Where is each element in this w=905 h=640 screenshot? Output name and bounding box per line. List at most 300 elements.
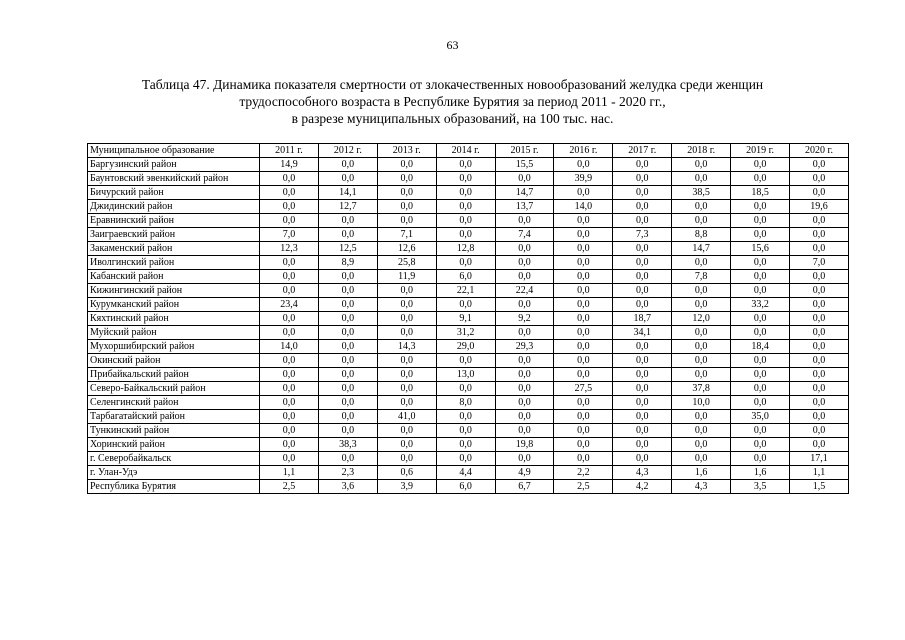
row-label: Кижингинский район [88, 284, 260, 298]
value-cell: 0,0 [613, 186, 672, 200]
value-cell: 0,0 [554, 340, 613, 354]
value-cell: 0,0 [495, 424, 554, 438]
value-cell: 0,0 [554, 186, 613, 200]
value-cell: 1,6 [731, 466, 790, 480]
value-cell: 0,0 [377, 172, 436, 186]
value-cell: 0,0 [554, 158, 613, 172]
value-cell: 7,1 [377, 228, 436, 242]
value-cell: 7,0 [790, 256, 849, 270]
value-cell: 0,0 [613, 452, 672, 466]
value-cell: 2,3 [318, 466, 377, 480]
value-cell: 6,7 [495, 480, 554, 494]
table-row [88, 256, 849, 270]
value-cell: 14,0 [260, 340, 319, 354]
value-cell: 1,1 [790, 466, 849, 480]
value-cell: 0,0 [672, 438, 731, 452]
value-cell: 13,0 [436, 368, 495, 382]
table-row [88, 172, 849, 186]
value-cell: 9,2 [495, 312, 554, 326]
value-cell: 0,0 [318, 228, 377, 242]
value-cell: 14,7 [672, 242, 731, 256]
value-cell: 0,0 [260, 354, 319, 368]
value-cell: 4,3 [672, 480, 731, 494]
value-cell: 0,0 [554, 424, 613, 438]
value-cell: 0,0 [377, 186, 436, 200]
value-cell: 0,0 [260, 270, 319, 284]
value-cell: 0,0 [790, 354, 849, 368]
value-cell: 22,1 [436, 284, 495, 298]
value-cell: 0,0 [554, 214, 613, 228]
row-label: Тарбагатайский район [88, 410, 260, 424]
value-cell: 0,0 [790, 270, 849, 284]
value-cell: 0,0 [554, 354, 613, 368]
header-cell-year: 2017 г. [613, 144, 672, 158]
value-cell: 0,0 [495, 368, 554, 382]
table-row [88, 466, 849, 480]
table-row [88, 200, 849, 214]
page-number: 63 [446, 38, 459, 52]
value-cell: 0,0 [318, 214, 377, 228]
value-cell: 0,0 [377, 158, 436, 172]
value-cell: 38,3 [318, 438, 377, 452]
row-label: Окинский район [88, 354, 260, 368]
header-cell-year: 2012 г. [318, 144, 377, 158]
row-label: Тункинский район [88, 424, 260, 438]
value-cell: 0,0 [318, 396, 377, 410]
value-cell: 0,0 [613, 368, 672, 382]
value-cell: 6,0 [436, 270, 495, 284]
value-cell: 0,0 [731, 158, 790, 172]
table-row [88, 424, 849, 438]
value-cell: 0,0 [318, 382, 377, 396]
value-cell: 0,0 [731, 312, 790, 326]
table-row [88, 242, 849, 256]
value-cell: 0,0 [495, 256, 554, 270]
value-cell: 0,0 [436, 438, 495, 452]
value-cell: 31,2 [436, 326, 495, 340]
value-cell: 1,5 [790, 480, 849, 494]
table-row [88, 298, 849, 312]
value-cell: 0,0 [613, 354, 672, 368]
value-cell: 0,0 [790, 298, 849, 312]
table-row [88, 396, 849, 410]
table-row [88, 228, 849, 242]
value-cell: 19,6 [790, 200, 849, 214]
value-cell: 0,0 [436, 186, 495, 200]
value-cell: 17,1 [790, 452, 849, 466]
value-cell: 0,0 [554, 396, 613, 410]
value-cell: 0,0 [377, 438, 436, 452]
value-cell: 0,0 [790, 340, 849, 354]
table-caption [60, 76, 845, 127]
value-cell: 0,0 [554, 256, 613, 270]
value-cell: 0,0 [554, 228, 613, 242]
value-cell: 0,0 [436, 354, 495, 368]
value-cell: 0,0 [436, 256, 495, 270]
table-row [88, 326, 849, 340]
row-label: Закаменский район [88, 242, 260, 256]
value-cell: 0,0 [790, 228, 849, 242]
value-cell: 0,0 [554, 242, 613, 256]
value-cell: 2,5 [554, 480, 613, 494]
header-cell-year: 2019 г. [731, 144, 790, 158]
value-cell: 29,0 [436, 340, 495, 354]
table-row [88, 312, 849, 326]
value-cell: 0,0 [613, 382, 672, 396]
row-label: Иволгинский район [88, 256, 260, 270]
row-label: Джидинский район [88, 200, 260, 214]
table-body [88, 158, 849, 494]
value-cell: 2,5 [260, 480, 319, 494]
value-cell: 0,0 [377, 298, 436, 312]
value-cell: 0,0 [318, 158, 377, 172]
table-row [88, 354, 849, 368]
value-cell: 0,0 [260, 200, 319, 214]
value-cell: 33,2 [731, 298, 790, 312]
value-cell: 29,3 [495, 340, 554, 354]
value-cell: 0,6 [377, 466, 436, 480]
value-cell: 0,0 [260, 326, 319, 340]
row-label: Еравнинский район [88, 214, 260, 228]
mortality-table [87, 143, 849, 494]
value-cell: 0,0 [672, 284, 731, 298]
value-cell: 0,0 [613, 340, 672, 354]
value-cell: 14,7 [495, 186, 554, 200]
row-label: Селенгинский район [88, 396, 260, 410]
value-cell: 0,0 [318, 326, 377, 340]
value-cell: 37,8 [672, 382, 731, 396]
header-cell-year: 2020 г. [790, 144, 849, 158]
value-cell: 13,7 [495, 200, 554, 214]
table-row [88, 368, 849, 382]
value-cell: 0,0 [731, 354, 790, 368]
value-cell: 0,0 [436, 382, 495, 396]
value-cell: 0,0 [672, 158, 731, 172]
value-cell: 18,4 [731, 340, 790, 354]
value-cell: 4,3 [613, 466, 672, 480]
value-cell: 0,0 [790, 172, 849, 186]
value-cell: 0,0 [790, 438, 849, 452]
value-cell: 0,0 [613, 424, 672, 438]
value-cell: 0,0 [495, 410, 554, 424]
value-cell: 0,0 [613, 298, 672, 312]
value-cell: 14,9 [260, 158, 319, 172]
table-row [88, 438, 849, 452]
value-cell: 0,0 [436, 200, 495, 214]
value-cell: 0,0 [495, 396, 554, 410]
value-cell: 3,6 [318, 480, 377, 494]
value-cell: 0,0 [672, 214, 731, 228]
value-cell: 0,0 [377, 354, 436, 368]
value-cell: 0,0 [436, 298, 495, 312]
value-cell: 0,0 [731, 424, 790, 438]
value-cell: 8,9 [318, 256, 377, 270]
header-cell-year: 2018 г. [672, 144, 731, 158]
value-cell: 0,0 [377, 396, 436, 410]
value-cell: 0,0 [318, 270, 377, 284]
value-cell: 0,0 [672, 452, 731, 466]
value-cell: 0,0 [260, 256, 319, 270]
row-label: Прибайкальский район [88, 368, 260, 382]
value-cell: 0,0 [790, 424, 849, 438]
value-cell: 0,0 [554, 298, 613, 312]
value-cell: 0,0 [495, 270, 554, 284]
value-cell: 0,0 [436, 214, 495, 228]
row-label: Кяхтинский район [88, 312, 260, 326]
value-cell: 0,0 [377, 214, 436, 228]
value-cell: 0,0 [377, 200, 436, 214]
value-cell: 4,9 [495, 466, 554, 480]
table-header [88, 144, 849, 158]
value-cell: 1,1 [260, 466, 319, 480]
value-cell: 2,2 [554, 466, 613, 480]
table-row [88, 284, 849, 298]
value-cell: 0,0 [790, 158, 849, 172]
value-cell: 0,0 [436, 172, 495, 186]
value-cell: 3,9 [377, 480, 436, 494]
value-cell: 0,0 [554, 410, 613, 424]
value-cell: 0,0 [260, 284, 319, 298]
value-cell: 12,6 [377, 242, 436, 256]
table-row [88, 452, 849, 466]
value-cell: 12,7 [318, 200, 377, 214]
value-cell: 0,0 [318, 312, 377, 326]
value-cell: 0,0 [554, 312, 613, 326]
value-cell: 0,0 [613, 214, 672, 228]
value-cell: 0,0 [260, 186, 319, 200]
table-row [88, 382, 849, 396]
value-cell: 0,0 [318, 410, 377, 424]
value-cell: 22,4 [495, 284, 554, 298]
value-cell: 4,4 [436, 466, 495, 480]
value-cell: 0,0 [260, 424, 319, 438]
value-cell: 0,0 [731, 256, 790, 270]
row-label: Курумканский район [88, 298, 260, 312]
value-cell: 0,0 [554, 270, 613, 284]
value-cell: 0,0 [790, 396, 849, 410]
value-cell: 0,0 [554, 368, 613, 382]
value-cell: 0,0 [790, 186, 849, 200]
value-cell: 8,8 [672, 228, 731, 242]
value-cell: 0,0 [731, 172, 790, 186]
value-cell: 7,4 [495, 228, 554, 242]
value-cell: 0,0 [613, 256, 672, 270]
value-cell: 0,0 [790, 312, 849, 326]
value-cell: 0,0 [495, 172, 554, 186]
value-cell: 0,0 [613, 396, 672, 410]
row-label: Кабанский район [88, 270, 260, 284]
value-cell: 23,4 [260, 298, 319, 312]
value-cell: 0,0 [672, 172, 731, 186]
value-cell: 18,7 [613, 312, 672, 326]
value-cell: 0,0 [790, 242, 849, 256]
value-cell: 0,0 [318, 298, 377, 312]
value-cell: 0,0 [790, 368, 849, 382]
value-cell: 0,0 [613, 158, 672, 172]
value-cell: 0,0 [731, 382, 790, 396]
header-cell-year: 2014 г. [436, 144, 495, 158]
value-cell: 41,0 [377, 410, 436, 424]
row-label: Муйский район [88, 326, 260, 340]
value-cell: 0,0 [613, 172, 672, 186]
value-cell: 0,0 [495, 326, 554, 340]
header-cell-municipality: Муниципальное образование [88, 144, 260, 158]
row-label: Бичурский район [88, 186, 260, 200]
value-cell: 3,5 [731, 480, 790, 494]
value-cell: 0,0 [318, 452, 377, 466]
value-cell: 0,0 [495, 298, 554, 312]
value-cell: 0,0 [790, 214, 849, 228]
value-cell: 0,0 [318, 368, 377, 382]
value-cell: 19,8 [495, 438, 554, 452]
value-cell: 15,5 [495, 158, 554, 172]
row-label: г. Северобайкальск [88, 452, 260, 466]
value-cell: 0,0 [436, 410, 495, 424]
value-cell: 0,0 [554, 438, 613, 452]
value-cell: 0,0 [495, 242, 554, 256]
value-cell: 0,0 [377, 424, 436, 438]
value-cell: 11,9 [377, 270, 436, 284]
table-row [88, 158, 849, 172]
value-cell: 0,0 [260, 382, 319, 396]
row-label: Заиграевский район [88, 228, 260, 242]
value-cell: 12,3 [260, 242, 319, 256]
value-cell: 0,0 [790, 382, 849, 396]
value-cell: 0,0 [318, 284, 377, 298]
value-cell: 0,0 [672, 410, 731, 424]
value-cell: 0,0 [613, 284, 672, 298]
value-cell: 0,0 [613, 200, 672, 214]
value-cell: 0,0 [731, 452, 790, 466]
row-label: г. Улан-Удэ [88, 466, 260, 480]
value-cell: 12,8 [436, 242, 495, 256]
value-cell: 14,0 [554, 200, 613, 214]
value-cell: 0,0 [731, 200, 790, 214]
value-cell: 0,0 [613, 270, 672, 284]
value-cell: 0,0 [318, 340, 377, 354]
header-cell-year: 2015 г. [495, 144, 554, 158]
value-cell: 0,0 [377, 326, 436, 340]
value-cell: 0,0 [672, 200, 731, 214]
value-cell: 15,6 [731, 242, 790, 256]
value-cell: 0,0 [554, 326, 613, 340]
caption-line-3: в разрезе муниципальных образований, на 100 тыс. нас. [291, 111, 614, 126]
value-cell: 34,1 [613, 326, 672, 340]
value-cell: 12,0 [672, 312, 731, 326]
value-cell: 10,0 [672, 396, 731, 410]
value-cell: 0,0 [318, 424, 377, 438]
value-cell: 0,0 [613, 242, 672, 256]
value-cell: 7,0 [260, 228, 319, 242]
value-cell: 0,0 [260, 396, 319, 410]
value-cell: 25,8 [377, 256, 436, 270]
value-cell: 7,3 [613, 228, 672, 242]
value-cell: 0,0 [731, 368, 790, 382]
value-cell: 0,0 [436, 424, 495, 438]
value-cell: 0,0 [260, 214, 319, 228]
value-cell: 0,0 [495, 214, 554, 228]
value-cell: 0,0 [672, 368, 731, 382]
value-cell: 0,0 [495, 452, 554, 466]
value-cell: 8,0 [436, 396, 495, 410]
table-row [88, 410, 849, 424]
value-cell: 0,0 [260, 438, 319, 452]
value-cell: 0,0 [731, 214, 790, 228]
value-cell: 0,0 [495, 382, 554, 396]
value-cell: 0,0 [554, 452, 613, 466]
value-cell: 27,5 [554, 382, 613, 396]
value-cell: 0,0 [260, 368, 319, 382]
header-row [88, 144, 849, 158]
value-cell: 0,0 [377, 284, 436, 298]
value-cell: 0,0 [436, 452, 495, 466]
header-cell-year: 2016 г. [554, 144, 613, 158]
value-cell: 0,0 [377, 452, 436, 466]
value-cell: 0,0 [260, 452, 319, 466]
value-cell: 0,0 [436, 228, 495, 242]
table-row [88, 186, 849, 200]
value-cell: 0,0 [731, 396, 790, 410]
value-cell: 0,0 [731, 284, 790, 298]
value-cell: 0,0 [731, 270, 790, 284]
table-row [88, 340, 849, 354]
value-cell: 0,0 [613, 438, 672, 452]
value-cell: 35,0 [731, 410, 790, 424]
value-cell: 0,0 [672, 326, 731, 340]
table-row [88, 270, 849, 284]
value-cell: 18,5 [731, 186, 790, 200]
value-cell: 0,0 [731, 326, 790, 340]
value-cell: 0,0 [377, 382, 436, 396]
value-cell: 38,5 [672, 186, 731, 200]
value-cell: 0,0 [672, 424, 731, 438]
table-row [88, 480, 849, 494]
value-cell: 14,3 [377, 340, 436, 354]
value-cell: 0,0 [318, 354, 377, 368]
value-cell: 0,0 [613, 410, 672, 424]
value-cell: 0,0 [790, 326, 849, 340]
value-cell: 14,1 [318, 186, 377, 200]
value-cell: 39,9 [554, 172, 613, 186]
row-label: Баунтовский эвенкийский район [88, 172, 260, 186]
value-cell: 9,1 [436, 312, 495, 326]
row-label: Хоринский район [88, 438, 260, 452]
value-cell: 0,0 [318, 172, 377, 186]
value-cell: 7,8 [672, 270, 731, 284]
value-cell: 0,0 [790, 410, 849, 424]
row-label: Северо-Байкальский район [88, 382, 260, 396]
value-cell: 0,0 [672, 354, 731, 368]
value-cell: 0,0 [672, 340, 731, 354]
table-row [88, 214, 849, 228]
value-cell: 0,0 [731, 228, 790, 242]
value-cell: 4,2 [613, 480, 672, 494]
header-cell-year: 2013 г. [377, 144, 436, 158]
value-cell: 0,0 [672, 298, 731, 312]
row-label: Баргузинский район [88, 158, 260, 172]
value-cell: 0,0 [260, 410, 319, 424]
header-cell-year: 2011 г. [260, 144, 319, 158]
value-cell: 1,6 [672, 466, 731, 480]
caption-line-1: Таблица 47. Динамика показателя смертности от злокачественных новообразований желудка среди женщин [141, 77, 764, 92]
value-cell: 0,0 [377, 368, 436, 382]
value-cell: 0,0 [260, 172, 319, 186]
value-cell: 12,5 [318, 242, 377, 256]
value-cell: 0,0 [436, 158, 495, 172]
value-cell: 0,0 [260, 312, 319, 326]
row-label: Республика Бурятия [88, 480, 260, 494]
value-cell: 0,0 [377, 312, 436, 326]
